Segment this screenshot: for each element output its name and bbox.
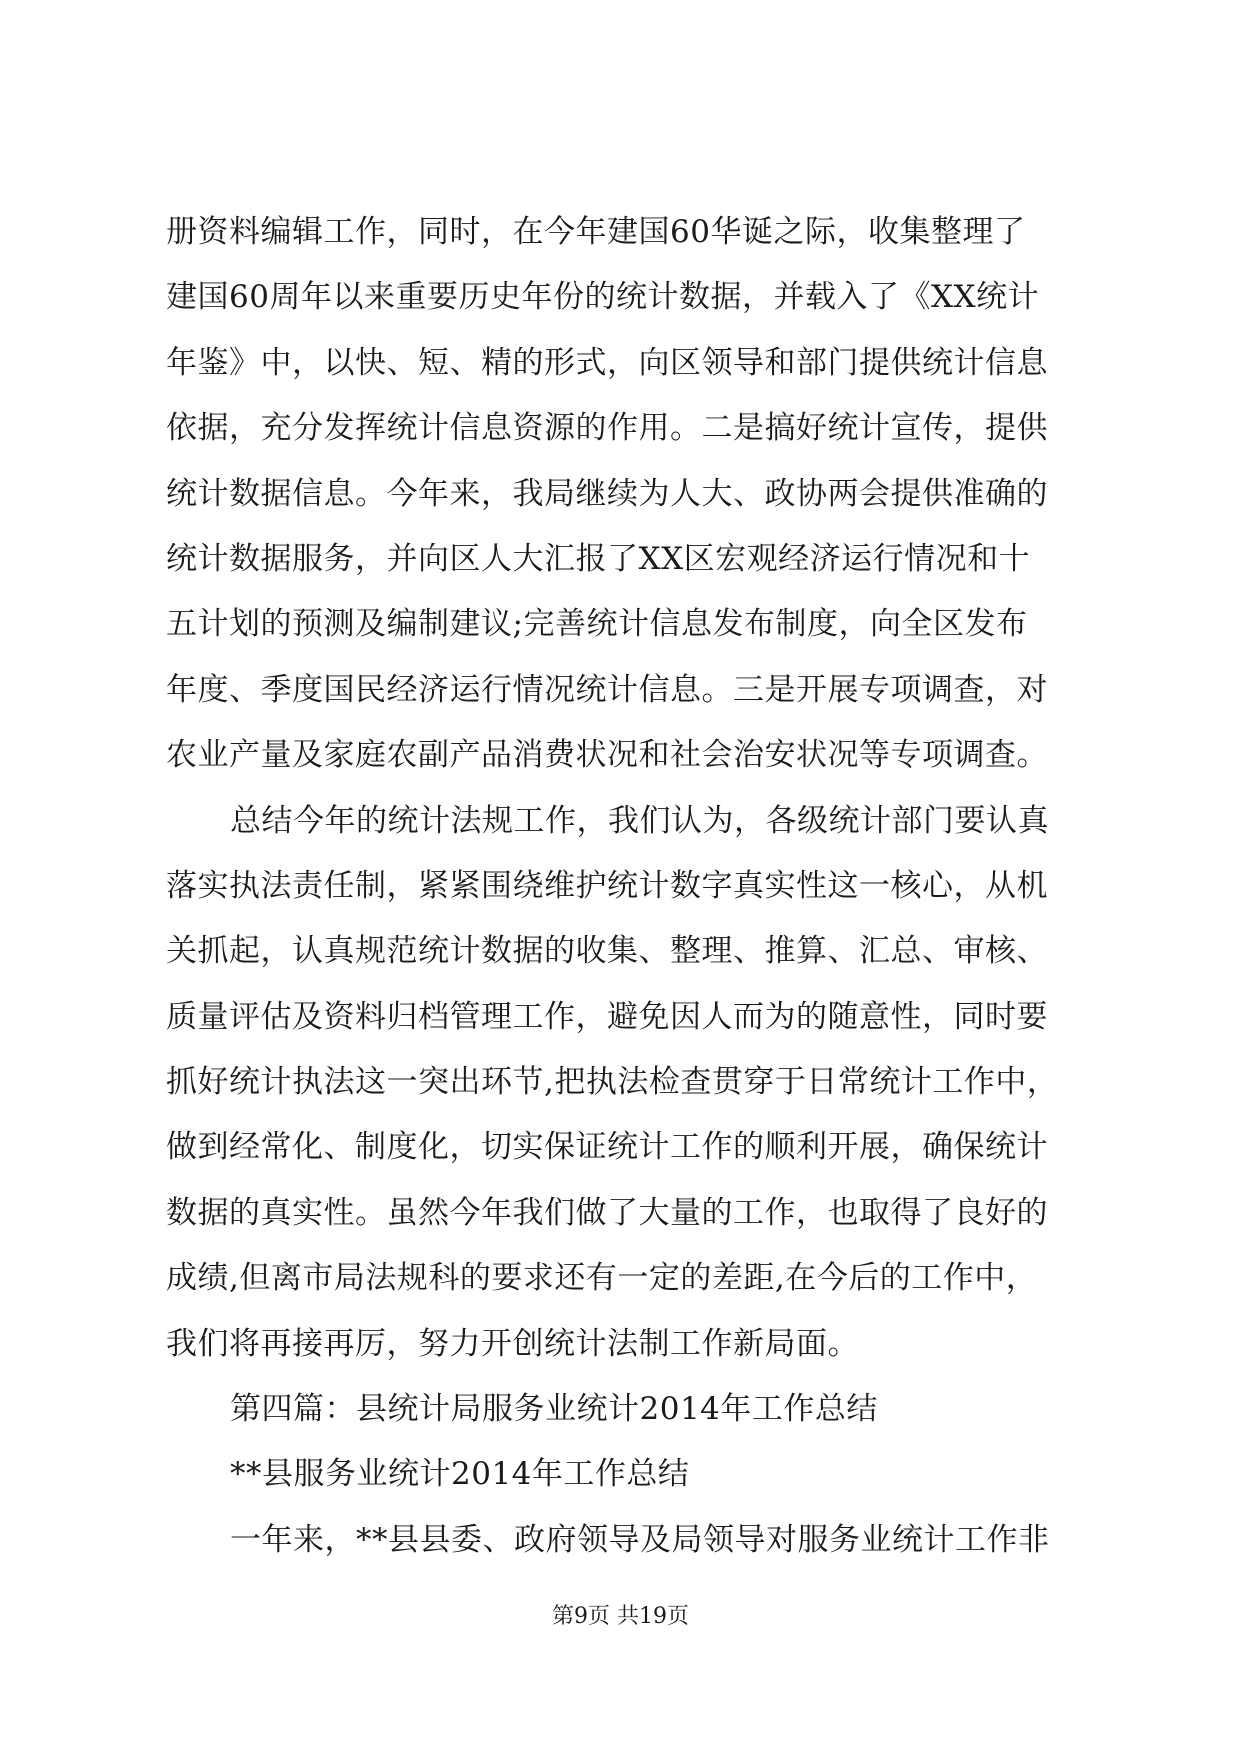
text-line: 统计数据信息。今年来，我局继续为人大、政协两会提供准确的 — [166, 475, 1048, 512]
text-line: 年鉴》中，以快、短、精的形式，向区领导和部门提供统计信息 — [166, 344, 1048, 381]
text-line: 做到经常化、制度化，切实保证统计工作的顺利开展，确保统计 — [166, 1129, 1048, 1166]
text-line: 质量评估及资料归档管理工作，避免因人而为的随意性，同时要 — [166, 998, 1048, 1035]
text-line: 总结今年的统计法规工作，我们认为，各级统计部门要认真 — [230, 802, 1049, 839]
text-line: 年度、季度国民经济运行情况统计信息。三是开展专项调查，对 — [166, 671, 1048, 708]
text-line: 数据的真实性。虽然今年我们做了大量的工作，也取得了良好的 — [166, 1194, 1048, 1231]
text-line: 农业产量及家庭农副产品消费状况和社会治安状况等专项调查。 — [166, 737, 1048, 774]
text-line: 册资料编辑工作，同时，在今年建国60华诞之际，收集整理了 — [166, 214, 1026, 250]
heading-line: 第四篇：县统计局服务业统计2014年工作总结 — [230, 1391, 878, 1428]
text-line: 建国60周年以来重要历史年份的统计数据，并载入了《XX统计 — [166, 279, 1040, 316]
paragraph-1 — [166, 200, 1106, 789]
page-footer — [0, 1602, 1241, 1632]
section-heading — [166, 1377, 1106, 1442]
document-body — [166, 200, 1106, 1573]
text-line: 抓好统计执法这一突出环节,把执法检查贯穿于日常统计工作中， — [166, 1064, 1059, 1101]
text-line: 关抓起，认真规范统计数据的收集、整理、推算、汇总、审核、 — [166, 933, 1048, 970]
subtitle-line: **县服务业统计2014年工作总结 — [230, 1456, 690, 1493]
text-line: 成绩,但离市局法规科的要求还有一定的差距,在今后的工作中， — [166, 1260, 1038, 1297]
text-line: 依据，充分发挥统计信息资源的作用。二是搞好统计宣传，提供 — [166, 410, 1048, 447]
document-subtitle — [166, 1442, 1106, 1507]
page-number-label: 第9页 共19页 — [552, 1604, 689, 1629]
text-line: 我们将再接再厉，努力开创统计法制工作新局面。 — [166, 1325, 859, 1362]
text-line: 一年来，**县县委、政府领导及局领导对服务业统计工作非 — [230, 1521, 1050, 1558]
paragraph-2 — [166, 789, 1106, 1378]
paragraph-3 — [166, 1508, 1106, 1573]
text-line: 落实执法责任制，紧紧围绕维护统计数字真实性这一核心，从机 — [166, 867, 1048, 904]
text-line: 五计划的预测及编制建议;完善统计信息发布制度，向全区发布 — [166, 606, 1028, 643]
text-line: 统计数据服务，并向区人大汇报了XX区宏观经济运行情况和十 — [166, 540, 1031, 577]
